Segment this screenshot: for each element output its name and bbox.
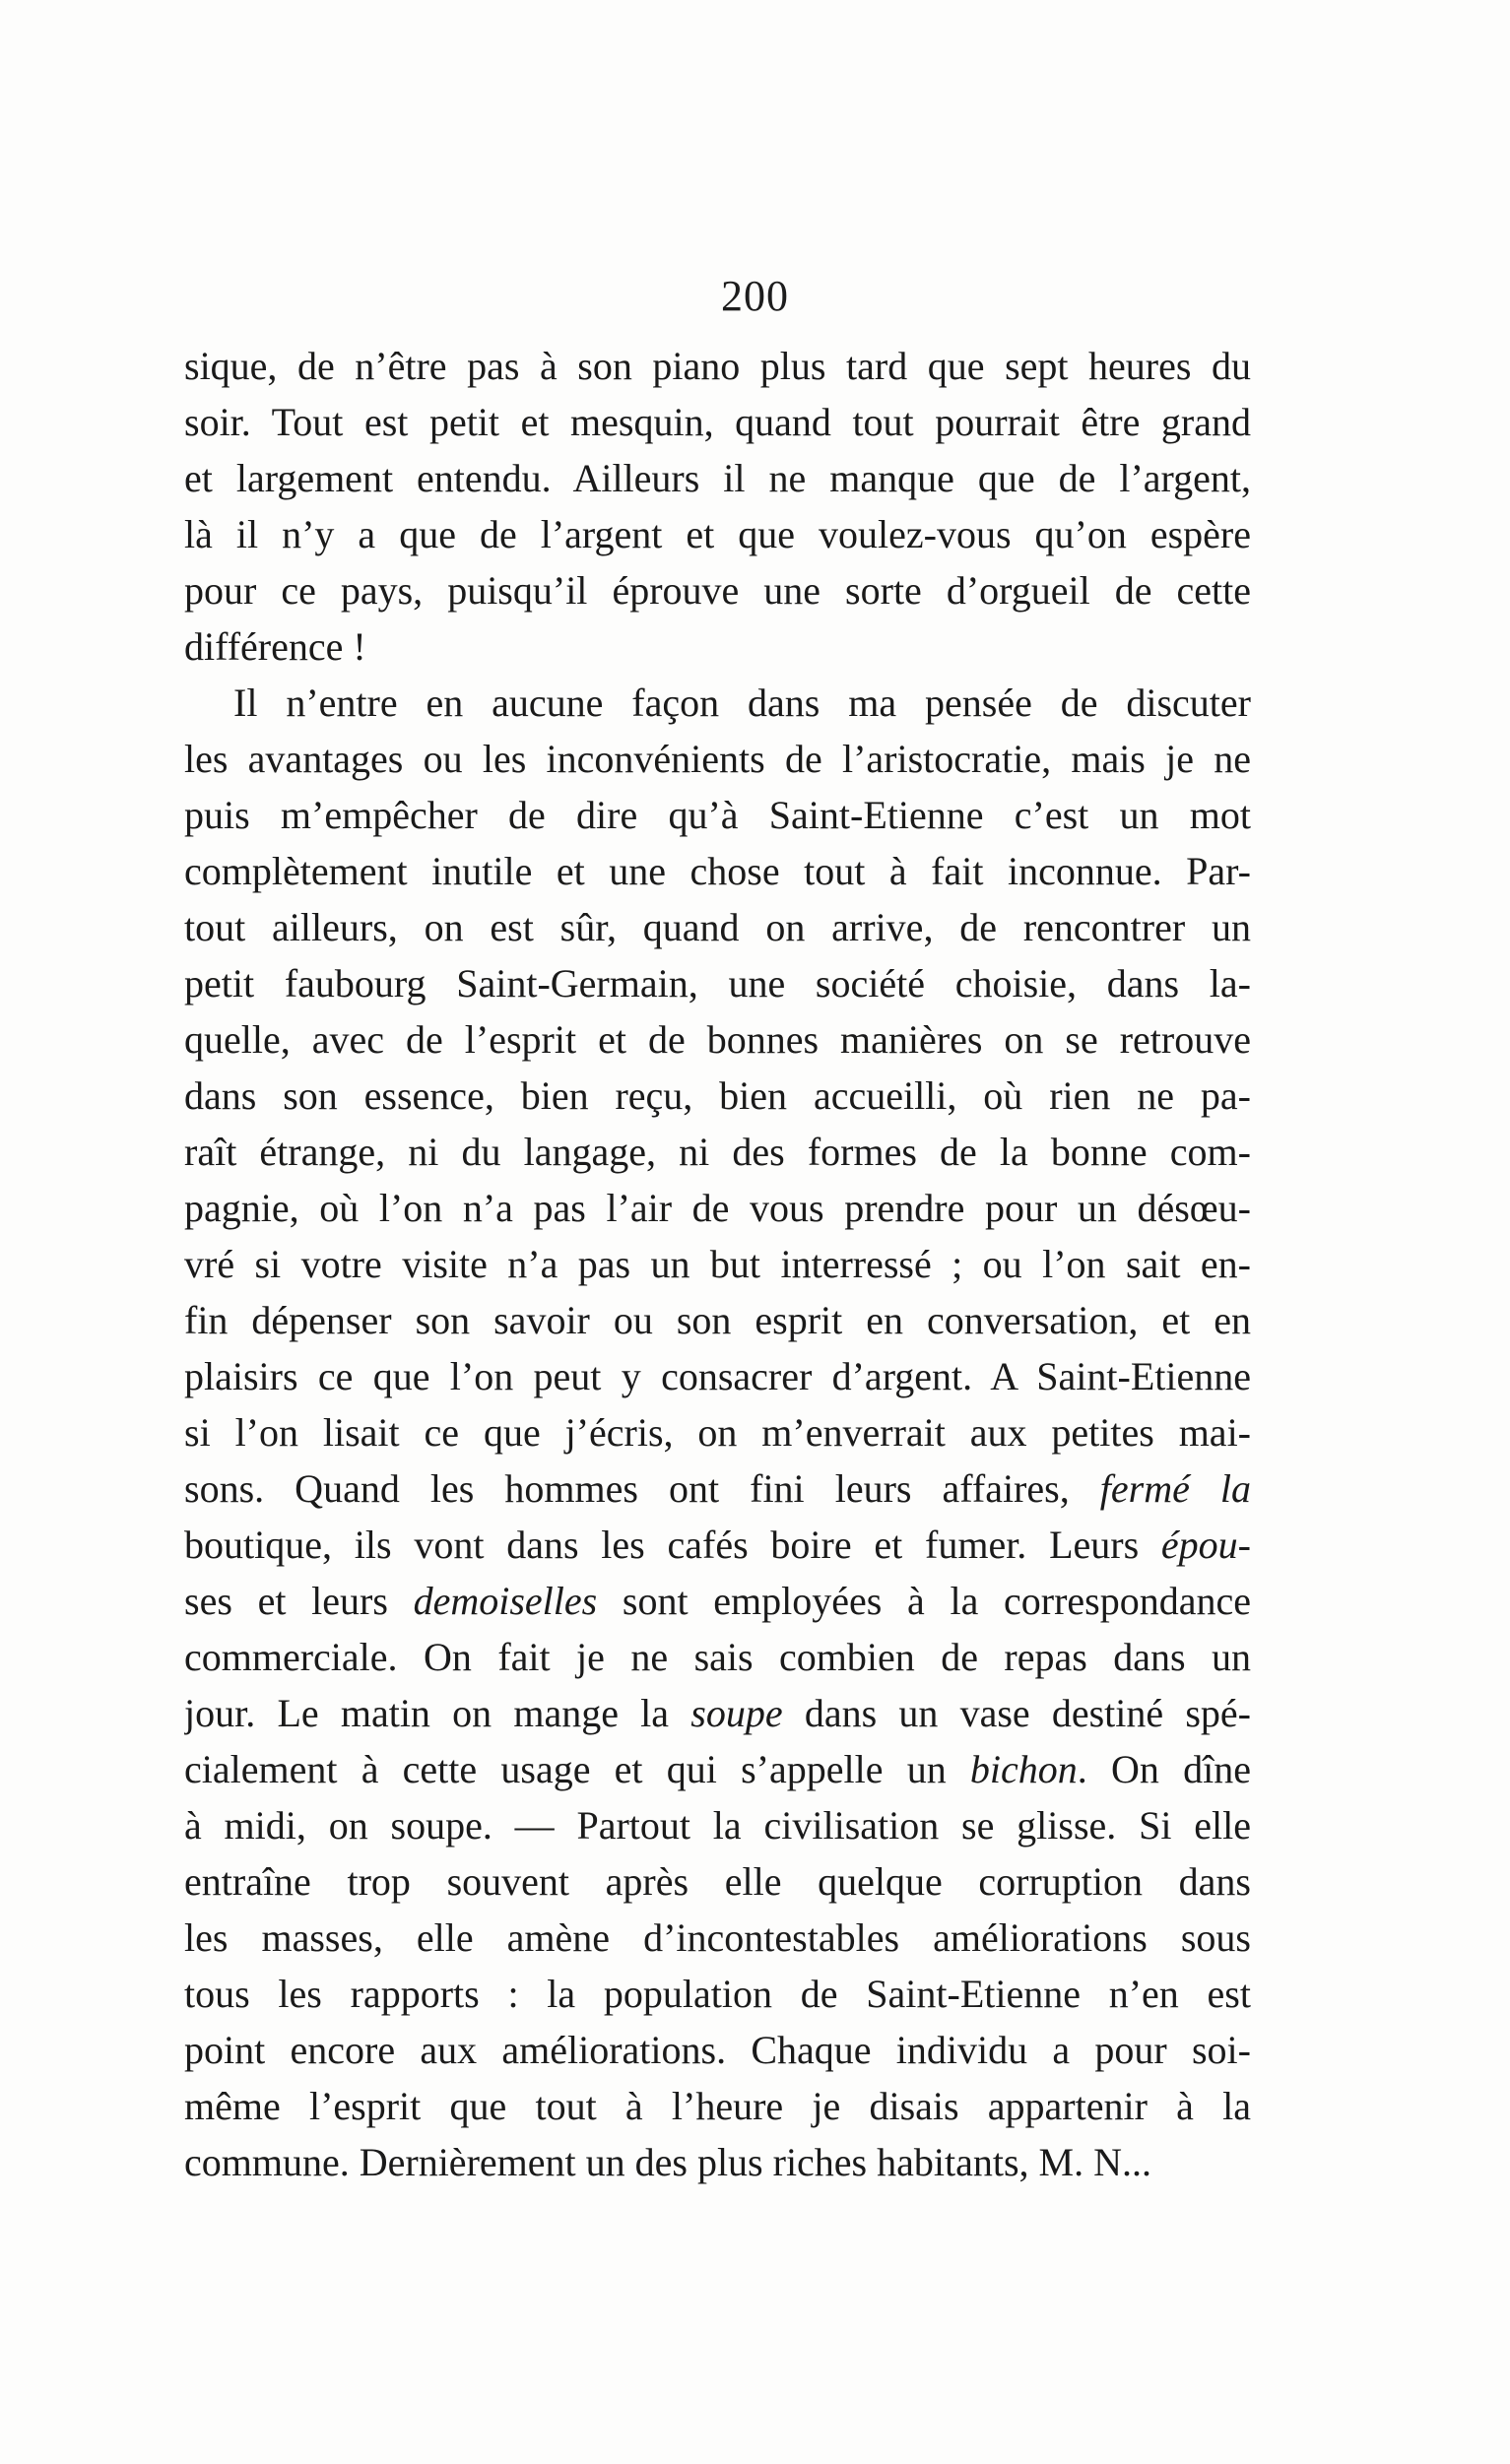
text-line: complètement inutile et une chose tout à fait inconnue. Par- xyxy=(184,849,1251,893)
italic-text: demoiselles xyxy=(413,1579,598,1623)
text-line: fin dépenser son savoir ou son esprit en conversation, et en xyxy=(184,1298,1251,1342)
text-line: plaisirs ce que l’on peut y consacrer d’argent. A Saint-Etienne xyxy=(184,1354,1251,1398)
text-line: tout ailleurs, on est sûr, quand on arrive, de rencontrer un xyxy=(184,905,1251,949)
text-line: soir. Tout est petit et mesquin, quand tout pourrait être grand xyxy=(184,400,1251,444)
italic-text: épou- xyxy=(1160,1523,1251,1567)
text-line: les avantages ou les inconvénients de l’aristocratie, mais je ne xyxy=(184,737,1251,781)
text-line: les masses, elle amène d’incontestables améliorations sous xyxy=(184,1915,1251,1960)
text-line: et largement entendu. Ailleurs il ne manque que de l’argent, xyxy=(184,456,1251,500)
text-line: pagnie, où l’on n’a pas l’air de vous prendre pour un désœu- xyxy=(184,1186,1251,1230)
text-line: cialement à cette usage et qui s’appelle un bichon. On dîne xyxy=(184,1747,1251,1791)
text-line: petit faubourg Saint-Germain, une société choisie, dans la- xyxy=(184,961,1251,1005)
italic-text: soupe xyxy=(690,1691,783,1735)
text-line: pour ce pays, puisqu’il éprouve une sorte d’orgueil de cette xyxy=(184,568,1251,613)
text-line: dans son essence, bien reçu, bien accueilli, où rien ne pa- xyxy=(184,1073,1251,1118)
text-line: raît étrange, ni du langage, ni des formes de la bonne com- xyxy=(184,1130,1251,1174)
italic-text: fermé la xyxy=(1099,1466,1251,1511)
body-text xyxy=(184,338,1251,2190)
text-line: point encore aux améliorations. Chaque individu a pour soi- xyxy=(184,2028,1251,2072)
text-line: là il n’y a que de l’argent et que voulez-vous qu’on espère xyxy=(184,512,1251,556)
text-line: même l’esprit que tout à l’heure je disais appartenir à la xyxy=(184,2084,1251,2128)
text-line: si l’on lisait ce que j’écris, on m’enverrait aux petites mai- xyxy=(184,1410,1251,1455)
text-line: jour. Le matin on mange la soupe dans un vase destiné spé- xyxy=(184,1691,1251,1735)
text-line: boutique, ils vont dans les cafés boire et fumer. Leurs épou- xyxy=(184,1523,1251,1567)
page-number: 200 xyxy=(721,272,789,320)
text-line: sons. Quand les hommes ont fini leurs affaires, fermé la xyxy=(184,1466,1251,1511)
text-line: à midi, on soupe. — Partout la civilisation se glisse. Si elle xyxy=(184,1803,1251,1848)
text-line: sique, de n’être pas à son piano plus tard que sept heures du xyxy=(184,344,1251,388)
text-line: entraîne trop souvent après elle quelque corruption dans xyxy=(184,1859,1251,1904)
text-line: différence ! xyxy=(184,624,366,669)
text-line: commerciale. On fait je ne sais combien de repas dans un xyxy=(184,1635,1251,1679)
text-line: vré si votre visite n’a pas un but interressé ; ou l’on sait en- xyxy=(184,1242,1251,1286)
text-line: commune. Dernièrement un des plus riches habitants, M. N... xyxy=(184,2140,1151,2184)
text-line: ses et leurs demoiselles sont employées à la correspondance xyxy=(184,1579,1251,1623)
text-line: puis m’empêcher de dire qu’à Saint-Etienne c’est un mot xyxy=(184,793,1251,837)
italic-text: bichon xyxy=(969,1747,1078,1791)
text-line: quelle, avec de l’esprit et de bonnes manières on se retrouve xyxy=(184,1017,1251,1062)
text-line: tous les rapports : la population de Saint-Etienne n’en est xyxy=(184,1972,1251,2016)
paragraph-first-line: Il n’entre en aucune façon dans ma pensée de discuter xyxy=(233,681,1251,725)
